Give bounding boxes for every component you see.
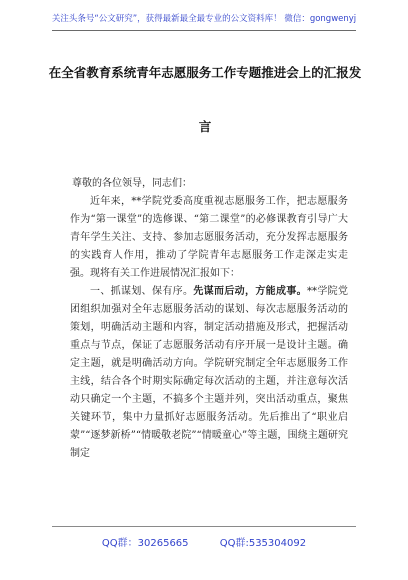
paragraph-intro: 近年来，**学院党委高度重视志愿服务工作，把志愿服务作为“第一课堂”的选修课、“第二课堂”的必修课教育引导广大青年学生关注、支持、参加志愿服务活动，充分发挥志愿服务的实践育人作用，推动了学院青年志愿服务工作走深走实走强。现将有关工作进展情况汇报如下： bbox=[70, 196, 348, 279]
footer bbox=[0, 534, 408, 549]
salutation: 尊敬的各位领导，同志们： bbox=[72, 178, 192, 189]
footer-divider bbox=[52, 526, 356, 527]
section-text: **学院党团组织加强对全年志愿服务活动的谋划、每次志愿服务活动的策划，明确活动主题和内容，制定活动措施及形式，把握活动重点与节点，保证了志愿服务活动有序开展一是设计主题。确定主题，就是明确活动方向。学院研究制定全年志愿服务工作主线，结合各个时期实际确定每次活动的主题，并注意每次活动只确定一个主题，不搞多个主题并列，突出活动重点，聚焦关键环节，集中力量抓好志愿服务活动。先后推出了“职业启蒙”“逐梦新桥”“情暖敬老院”“情暖童心”等主题，围绕主题研究制定 bbox=[70, 286, 349, 459]
document-body bbox=[70, 193, 348, 463]
section-emphasis: 先谋而后动，方能成事。 bbox=[193, 286, 308, 297]
section-heading: 一、抓谋划、保有序。 bbox=[90, 286, 194, 297]
footer-qq-group-1: QQ群：30265665 bbox=[101, 538, 189, 549]
document-title-line-1: 在全省教育系统青年志愿服务工作专题推进会上的汇报发 bbox=[48, 65, 362, 80]
document-title-line-2: 言 bbox=[198, 119, 212, 134]
header-note: 关注头条号“公文研究”，获得最新最全最专业的公文资料库！ 微信：gongwenyj bbox=[51, 14, 357, 24]
paragraph-section-1 bbox=[70, 283, 348, 463]
footer-qq-group-2: QQ群:535304092 bbox=[219, 538, 307, 549]
header-divider bbox=[52, 30, 356, 31]
